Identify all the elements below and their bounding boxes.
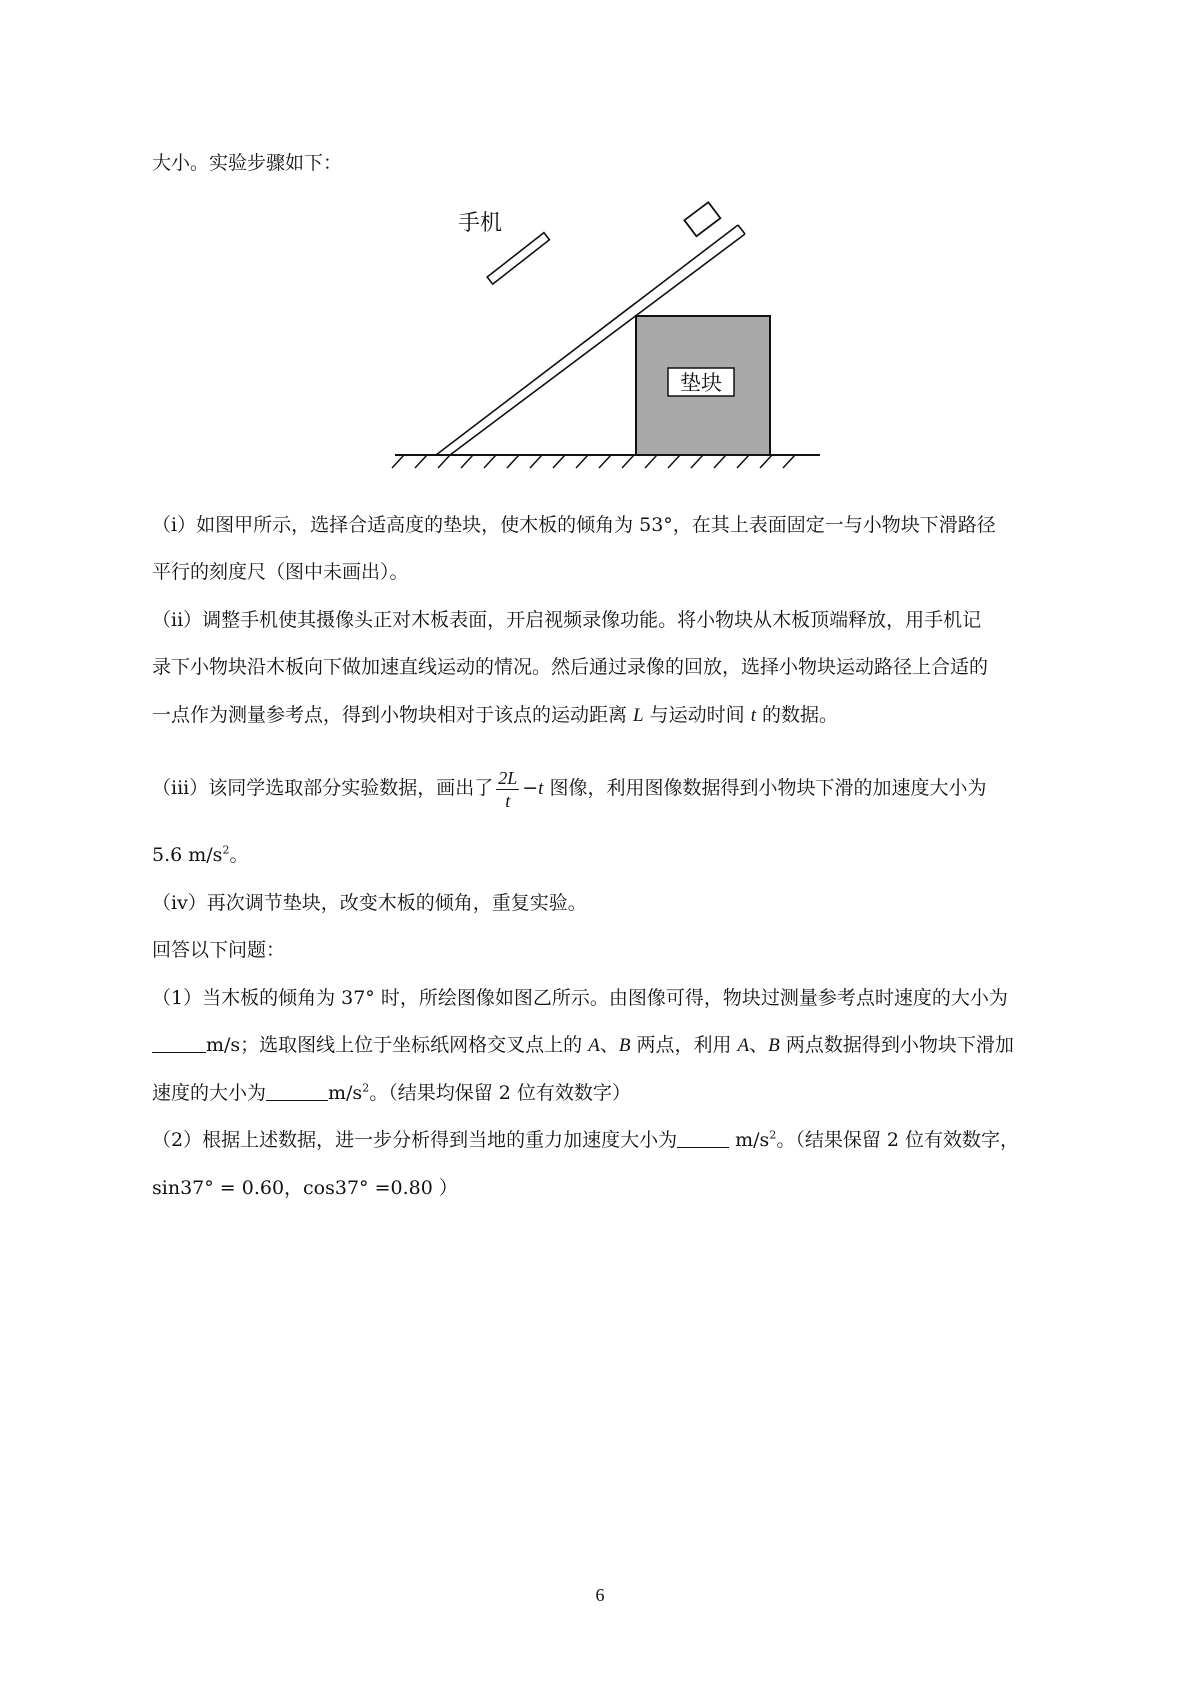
fraction-2L-over-t: $\frac{2L}{t}$ <box>498 767 518 811</box>
answer-blank-3[interactable] <box>677 1127 729 1148</box>
var-t: t <box>750 705 756 726</box>
q1-line2: m/s；选取图线上位于坐标纸网格交叉点上的 A、B 两点，利用 A、B 两点数据得到小物块下滑加 <box>152 1030 1014 1061</box>
q2-line2: sin37° = 0.60，cos37° =0.80 ） <box>152 1177 458 1199</box>
q2-line1: （2）根据上述数据，进一步分析得到当地的重力加速度大小为 $m/s^2$。（结果保留 2 位有效数字， <box>152 1128 1019 1151</box>
step1-line1: （i）如图甲所示，选择合适高度的垫块，使木板的倾角为 53°，在其上表面固定一与小物块下滑路径 <box>152 514 996 536</box>
intro-text: 大小。实验步骤如下： <box>152 152 343 174</box>
step2-line3: 一点作为测量参考点，得到小物块相对于该点的运动距离 L 与运动时间 t 的数据。 <box>152 704 839 726</box>
incline-figure <box>390 200 830 490</box>
step4-text: （iv）再次调节垫块，改变木板的倾角，重复实验。 <box>152 892 587 914</box>
answer-blank-2[interactable] <box>266 1080 328 1101</box>
page-number: 6 <box>595 1585 605 1605</box>
step2-line2: 录下小物块沿木板向下做加速直线运动的情况。然后通过录像的回放，选择小物块运动路径上合适的 <box>152 656 989 678</box>
var-L: L <box>633 705 644 726</box>
step1-line2: 平行的刻度尺（图中未画出）。 <box>152 561 409 583</box>
board-end <box>738 225 745 234</box>
ground-hatching <box>392 455 795 468</box>
step3-line1: （iii）该同学选取部分实验数据，画出了 $\frac{2L}{t}$ −t 图像，利用图像数据得到小物块下滑的加速度大小为 <box>152 767 987 811</box>
small-block <box>684 202 720 236</box>
answer-blank-1[interactable] <box>152 1032 206 1053</box>
questions-title: 回答以下问题： <box>152 939 286 961</box>
step2-line1: （ii）调整手机使其摄像头正对木板表面，开启视频录像功能。将小物块从木板顶端释放，用手机记 <box>152 609 982 631</box>
phone-label: 手机 <box>458 211 503 236</box>
phone-icon <box>487 233 549 284</box>
q1-line3: 速度的大小为 $m/s^2$。（结果均保留 2 位有效数字） <box>152 1081 631 1104</box>
step3-line2: 5.6 $m/s^2$。 <box>152 843 249 866</box>
block-label: 垫块 <box>680 371 722 395</box>
q1-line1: （1）当木板的倾角为 37° 时，所绘图像如图乙所示。由图像可得，物块过测量参考点时速度的大小为 <box>152 987 1008 1009</box>
